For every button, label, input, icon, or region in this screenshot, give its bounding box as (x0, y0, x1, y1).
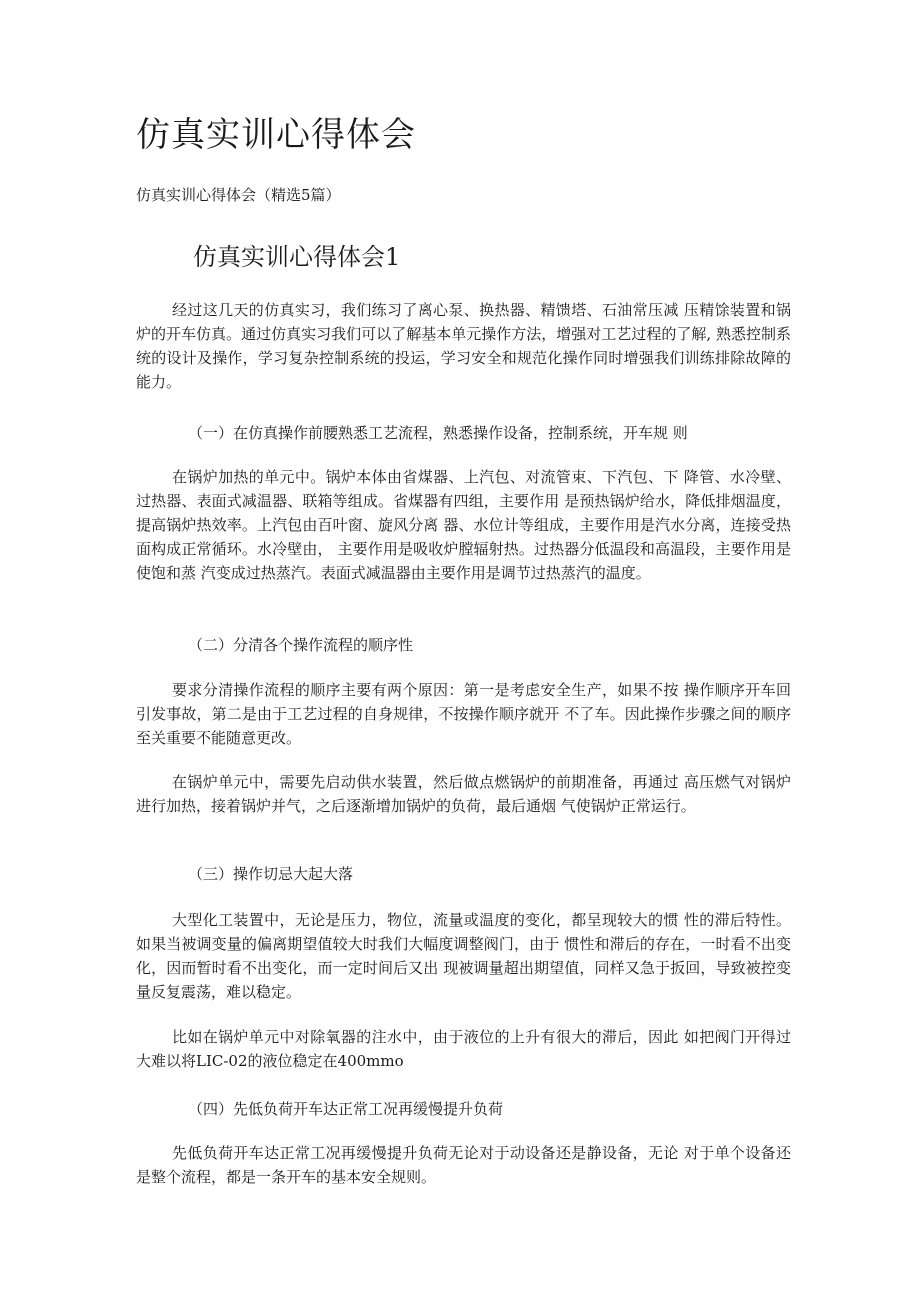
paragraph-boiler-structure: 在锅炉加热的单元中。锅炉本体由省煤器、上汽包、对流管束、下汽包、下 降管、水冷壁、过热器、表面式减温器、联箱等组成。省煤器有四组，主要作用 是预热锅炉给水，降低排烟温度，提高锅炉热效率。上汽包由百叶窗、旋风分离 器、水位计等组成，主要作用是汽水分离，连接受热面构成正常循环。水冷壁由， 主要作用是吸收炉膛辐射热。过热器分低温段和高温段，主要作用是使饱和蒸 汽变成过热蒸汽。表面式减温器由主要作用是调节过热蒸汽的温度。 (136, 468, 791, 582)
paragraph-inertia-lag: 大型化工装置中，无论是压力，物位，流量或温度的变化，都呈现较大的惯 性的滞后特性。如果当被调变量的偏离期望值较大时我们大幅度调整阀门，由于 惯性和滞后的存在，一时看不出变化，因而暂时看不出变化，而一定时间后又出 现被调量超出期望值，同样又急于扳回，导致被控变量反复震荡，难以稳定。 (136, 911, 791, 1001)
paragraph-intro: 经过这几天的仿真实习，我们练习了离心泵、换热器、精馈塔、石油常压减 压精馀装置和锅炉的开车仿真。通过仿真实习我们可以了解基本单元操作方法，增强对工艺过程的了解, 熟悉控制系统的设计及操作，学习复杂控制系统的投运，学习安全和规范化操作同时增强我们训练排除故障的能力。 (136, 301, 791, 391)
sub-heading-3: （三）操作切忌大起大落 (188, 865, 354, 883)
paragraph-deaerator-example: 比如在锅炉单元中对除氧器的注水中，由于液位的上升有很大的滞后，因此 如把阀门开得过大难以将LIC-02的液位稳定在400mmo (136, 1028, 791, 1070)
paragraph-low-load-rule: 先低负荷开车达正常工况再缓慢提升负荷无论对于动设备还是静设备，无论 对于单个设备还是整个流程，都是一条开车的基本安全规则。 (136, 1144, 791, 1186)
sub-heading-1: （一）在仿真操作前腰熟悉工艺流程，熟悉操作设备，控制系统，开车规 则 (188, 424, 688, 442)
sub-heading-4: （四）先低负荷开车达正常工况再缓慢提升负荷 (188, 1100, 504, 1118)
sub-heading-2: （二）分清各个操作流程的顺序性 (188, 636, 414, 654)
section-title: 仿真实训心得体会1 (193, 243, 401, 271)
document-title: 仿真实训心得体会 (136, 115, 416, 155)
document-subtitle: 仿真实训心得体会（精选5篇） (136, 186, 341, 204)
paragraph-boiler-sequence: 在锅炉单元中，需要先启动供水装置，然后做点燃锅炉的前期准备，再通过 高压燃气对锅炉进行加热，接着锅炉并气，之后逐渐增加锅炉的负荷，最后通烟 气使锅炉正常运行。 (136, 773, 791, 815)
paragraph-sequence-reasons: 要求分清操作流程的顺序主要有两个原因：第一是考虑安全生产，如果不按 操作顺序开车回引发事故，第二是由于工艺过程的自身规律，不按操作顺序就开 不了车。因此操作步骤之间的顺序至关重要不能随意更改。 (136, 681, 791, 747)
